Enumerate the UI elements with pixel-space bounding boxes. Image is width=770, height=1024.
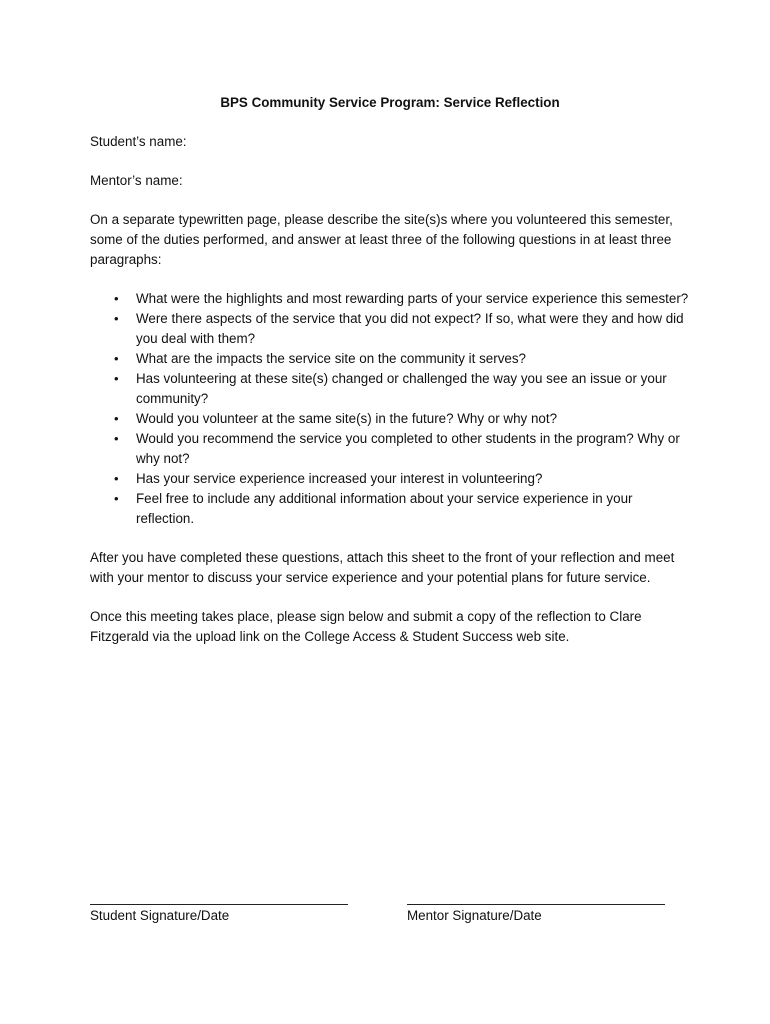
question-item (90, 369, 690, 409)
bullet-icon: • (114, 411, 119, 426)
bullet-icon: • (114, 311, 119, 326)
bullet-icon: • (114, 371, 119, 386)
question-item (90, 429, 690, 469)
mentor-signature-label: Mentor Signature/Date (407, 908, 542, 923)
document-title: BPS Community Service Program: Service Reflection (220, 95, 560, 110)
question-item (90, 489, 690, 529)
question-text: Were there aspects of the service that you did not expect? If so, what were they and how did you deal with them? (136, 311, 684, 346)
bullet-icon: • (114, 431, 119, 446)
student-signature-block (90, 890, 348, 926)
question-text: What were the highlights and most rewarding parts of your service experience this semester? (136, 291, 689, 306)
intro-paragraph: On a separate typewritten page, please describe the site(s)s where you volunteered this semester, some of the duties performed, and answer at least three of the following questions in at least three paragraphs: (90, 212, 673, 267)
question-item (90, 349, 690, 369)
question-item (90, 469, 690, 489)
bullet-icon: • (114, 291, 119, 306)
after-paragraph: After you have completed these questions, attach this sheet to the front of your reflection and meet with your mentor to discuss your service experience and your potential plans for future service. (90, 550, 675, 585)
mentor-signature-block (407, 890, 665, 926)
bullet-icon: • (114, 491, 119, 506)
question-list (90, 289, 690, 529)
question-text: What are the impacts the service site on the community it serves? (136, 351, 526, 366)
question-item (90, 309, 690, 349)
question-text: Has your service experience increased your interest in volunteering? (136, 471, 543, 486)
question-text: Feel free to include any additional information about your service experience in your reflection. (136, 491, 633, 526)
bullet-icon: • (114, 351, 119, 366)
question-item (90, 409, 690, 429)
student-signature-line[interactable] (90, 890, 348, 905)
submit-paragraph: Once this meeting takes place, please sign below and submit a copy of the reflection to Clare Fitzgerald via the upload link on the College Access & Student Success web site. (90, 609, 642, 644)
question-text: Has volunteering at these site(s) changed or challenged the way you see an issue or your community? (136, 371, 667, 406)
question-text: Would you volunteer at the same site(s) in the future? Why or why not? (136, 411, 558, 426)
mentor-name-label: Mentor’s name: (90, 173, 183, 188)
question-item (90, 289, 690, 309)
student-name-label: Student’s name: (90, 134, 187, 149)
bullet-icon: • (114, 471, 119, 486)
student-signature-label: Student Signature/Date (90, 908, 230, 923)
question-text: Would you recommend the service you completed to other students in the program? Why or why not? (136, 431, 680, 466)
document-body (90, 93, 690, 666)
mentor-signature-line[interactable] (407, 890, 665, 905)
